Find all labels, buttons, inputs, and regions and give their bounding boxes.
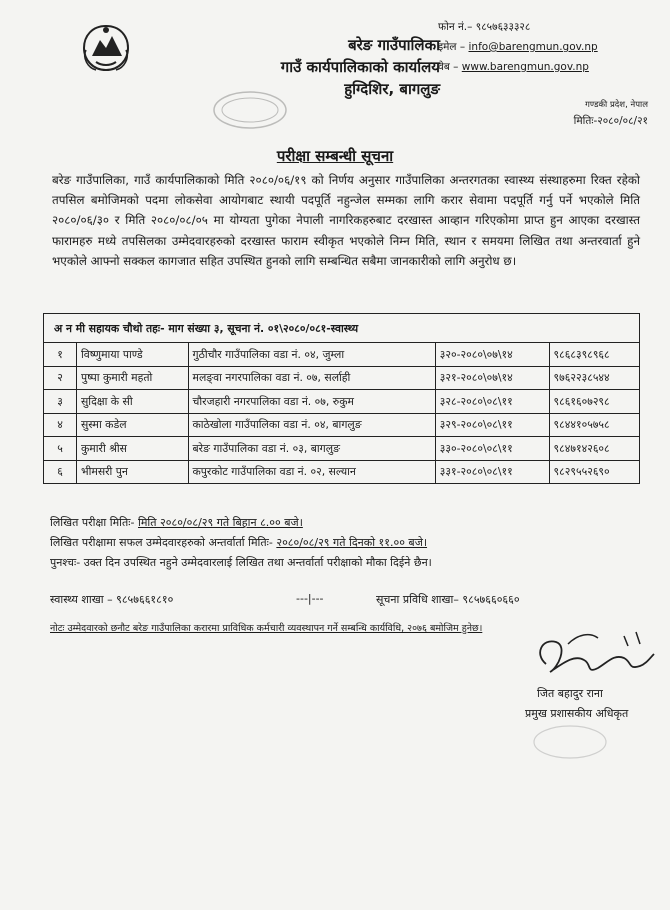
website-link[interactable]: www.barengmun.gov.np: [461, 61, 589, 73]
candidate-name: विष्णुमाया पाण्डे: [77, 343, 189, 367]
written-exam-line: [50, 515, 303, 530]
office-stamp-icon: [210, 88, 290, 132]
signatory-name: जित बहादुर राना: [537, 687, 603, 700]
phone-number: ९८५७६३३३२८: [475, 21, 531, 33]
seal-stamp-icon: [530, 722, 610, 762]
serial-number: २: [44, 366, 77, 390]
table-row: [44, 437, 640, 461]
candidate-name: पुष्पा कुमारी महतो: [77, 366, 189, 390]
candidate-phone: ९७६२२३८५४४: [549, 366, 639, 390]
candidate-address: गुठीचौर गाउँपालिका वडा नं. ०४, जुम्ला: [188, 343, 435, 367]
selection-note: नोटः उम्मेदवारको छनौट बरेङ गाउँपालिका करारमा प्राविधिक कर्मचारी व्यवस्थापन गर्ने सम्बन्धि कार्यविधि, २०७६ बमोजिम हुनेछ।: [50, 623, 483, 634]
web-line: वेब – www.barengmun.gov.np: [438, 61, 589, 73]
contact-block: [438, 17, 598, 77]
office-address: हुग्दिशिर, बागलुङ: [344, 80, 440, 98]
table-row: [44, 413, 640, 437]
serial-number: ३: [44, 390, 77, 414]
email-line: इमेल – info@barengmun.gov.np: [438, 41, 598, 53]
notice-body: बरेङ गाउँपालिका, गाउँ कार्यपालिकाको मिति २०८०/०६/१९ को निर्णय अनुसार गाउँपालिका अन्तरगतका स्वास्थ्य संस्थाहरुमा रिक्त रहेको तपसिल बमोजिमको पदमा लोकसेवा आयोगबाट स्थायी पदपूर्ति नहुन्जेल सम्मका लागि करार सेवामा पदपूर्ति गर्नु पर्ने भएकोले मिति २०८०/०६/३० र मिति २०८०/०८/०५ मा योग्यता पुगेका नेपाली नागरिकहरुबाट दरखास्त आव्हान गरिएकोमा प्राप्त हुन आएका दरखास्त फारामहरु मध्ये तपसिलका उम्मेदवारहरुको दरखास्त फाराम स्वीकृत भएकोले निम्न मिति, स्थान र समयमा लिखित तथा अन्तरवार्ता हुने भएकोले आफ्नो सक्कल कागजात सहित उपस्थित हुनको लागि सम्बन्धित सबैमा जानकारीको लागि अनुरोध छ।: [52, 173, 640, 268]
candidate-name: कुमारी श्रीस: [77, 437, 189, 461]
email-link[interactable]: info@barengmun.gov.np: [468, 41, 598, 53]
candidate-address: चौरजहारी नगरपालिका वडा नं. ०७, रुकुम: [188, 390, 435, 414]
candidate-phone: ९८४४१०५७५८: [549, 413, 639, 437]
nepal-emblem-icon: [78, 20, 134, 76]
serial-number: १: [44, 343, 77, 367]
candidate-address: बरेङ गाउँपालिका वडा नं. ०३, बागलुङ: [188, 437, 435, 461]
health-branch-contact: स्वास्थ्य शाखा – ९८५७६६१८१०: [50, 593, 174, 606]
municipality-name: बरेङ गाउँपालिका: [348, 36, 440, 54]
written-exam-label: लिखित परीक्षा मितिः-: [50, 516, 135, 529]
table-row: [44, 390, 640, 414]
candidate-address: मलङ्वा नगरपालिका वडा नं. ०७, सर्लाही: [188, 366, 435, 390]
roll-number: ३२८-२०८०\०८\११: [435, 390, 549, 414]
candidate-phone: ९८२९५५२६९०: [549, 460, 639, 484]
it-branch-contact: सूचना प्रविधि शाखा– ९८५७६६०६६०: [376, 593, 520, 606]
written-exam-date: मिति २०८०/०८/२९ गते बिहान ८.०० बजे।: [138, 516, 303, 529]
phone-line: फोन नं.– ९८५७६३३३२८: [438, 21, 531, 33]
signature-icon: [528, 624, 668, 686]
absence-warning: पुनश्चः- उक्त दिन उपस्थित नहुने उम्मेदवारलाई लिखित तथा अन्तर्वार्ता परीक्षाको मौका दिईने छैन।: [50, 556, 432, 569]
candidate-name: सुदिक्षा के सी: [77, 390, 189, 414]
candidate-address: कपुरकोट गाउँपालिका वडा नं. ०२, सल्यान: [188, 460, 435, 484]
table-row: [44, 366, 640, 390]
interview-date: २०८०/०८/२९ गते दिनको ११.०० बजे।: [276, 536, 428, 549]
candidate-table: [43, 313, 640, 484]
candidate-phone: ९८६१६०७२९८: [549, 390, 639, 414]
branch-contacts: [50, 592, 640, 607]
candidate-phone: ९८६८३९८९६८: [549, 343, 639, 367]
candidate-name: सुस्मा कडेल: [77, 413, 189, 437]
interview-label: लिखित परीक्षामा सफल उम्मेदवारहरुको अन्तर्वार्ता मितिः-: [50, 536, 273, 549]
office-name: गाउँ कार्यपालिकाको कार्यालय: [280, 58, 440, 76]
roll-number: ३२१-२०८०\०७\१४: [435, 366, 549, 390]
serial-number: ५: [44, 437, 77, 461]
office-header: [150, 34, 440, 100]
interview-line: [50, 535, 427, 550]
serial-number: ६: [44, 460, 77, 484]
serial-number: ४: [44, 413, 77, 437]
table-row: [44, 343, 640, 367]
contact-separator: ---|---: [296, 592, 324, 605]
candidate-address: काठेखोला गाउँपालिका वडा नं. ०४, बागलुङ: [188, 413, 435, 437]
table-heading-row: [44, 314, 640, 343]
roll-number: ३२०-२०८०\०७\१४: [435, 343, 549, 367]
signatory-title: प्रमुख प्रशासकीय अधिकृत: [525, 707, 629, 720]
notice-title: परीक्षा सम्बन्धी सूचना: [276, 147, 394, 165]
candidate-name: भीमसरी पुन: [77, 460, 189, 484]
candidate-phone: ९८४७१४२६०८: [549, 437, 639, 461]
roll-number: ३२९-२०८०\०८\११: [435, 413, 549, 437]
roll-number: ३३१-२०८०\०८\११: [435, 460, 549, 484]
roll-number: ३३०-२०८०\०८\११: [435, 437, 549, 461]
table-heading: अ न मी सहायक चौथो तहः- माग संख्या ३, सूचना नं. ०१\२०८०/०८१-स्वास्थ्य: [44, 314, 640, 343]
table-row: [44, 460, 640, 484]
issue-date: मितिः-२०८०/०८/२१: [573, 115, 648, 127]
province-label: गण्डकी प्रदेश, नेपाल: [585, 100, 648, 110]
